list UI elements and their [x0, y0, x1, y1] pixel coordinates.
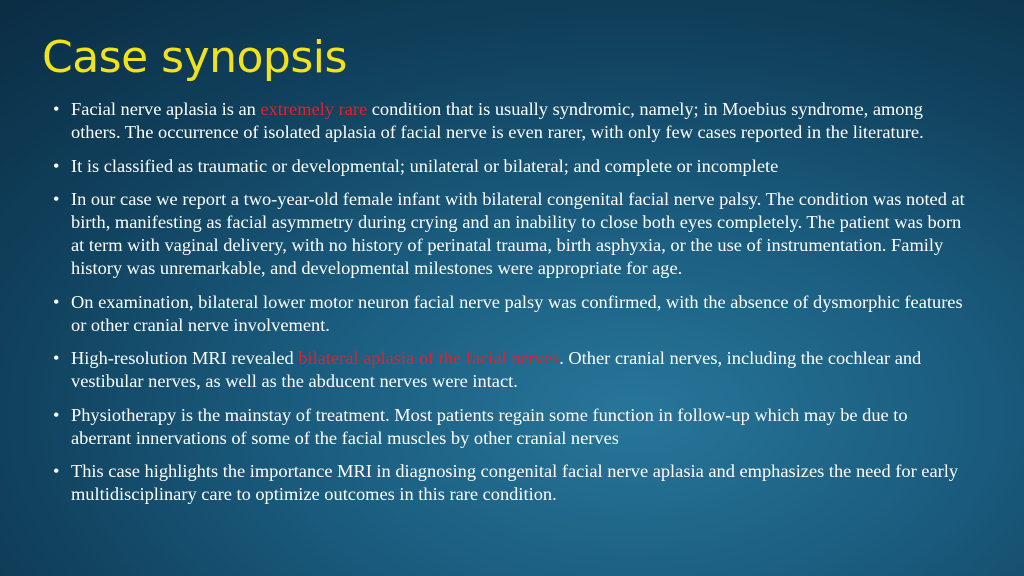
bullet-text-cont: condition that is usually syndromic, namely; in Moebius syndrome, among others. The occurrence of isolated aplasia of facial nerve is even rarer, with only few cases reported in the literature.	[71, 99, 924, 142]
highlight-text: bilateral aplasia of the facial nerves	[298, 348, 560, 368]
bullet-item	[50, 404, 970, 450]
highlight-text: extremely rare	[260, 99, 368, 119]
bullet-item	[50, 98, 970, 144]
bullet-dot-icon: •	[53, 461, 60, 481]
bullet-dot-icon: •	[53, 99, 60, 119]
bullet-text: It is classified as traumatic or developmental; unilateral or bilateral; and complete or incomplete	[71, 155, 779, 176]
bullet-text: Facial nerve aplasia is an	[71, 99, 261, 119]
bullet-text: Physiotherapy is the mainstay of treatment. Most patients regain some function in follow-up which may be due to aberrant innervations of some of the facial muscles by other cranial nerves	[71, 404, 908, 448]
bullet-text: High-resolution MRI revealed	[71, 348, 299, 368]
bullet-text: On examination, bilateral lower motor neuron facial nerve palsy was confirmed, with the absence of dysmorphic features or other cranial nerve involvement.	[71, 291, 963, 335]
bullet-text-cont: . Other cranial nerves, including the cochlear and vestibular nerves, as well as the abducent nerves were intact.	[71, 348, 922, 391]
bullet-dot-icon: •	[53, 348, 60, 368]
bullet-dot-icon: •	[53, 404, 60, 425]
bullet-item	[50, 188, 970, 280]
bullet-text: This case highlights the importance MRI in diagnosing congenital facial nerve aplasia and emphasizes the need for early multidisciplinary care to optimize outcomes in this rare condition.	[71, 461, 959, 504]
bullet-item	[50, 155, 970, 178]
bullet-dot-icon: •	[53, 189, 60, 209]
bullet-item	[50, 291, 970, 337]
bullet-text: In our case we report a two-year-old female infant with bilateral congenital facial nerve palsy. The condition was noted at birth, manifesting as facial asymmetry during crying and an inability to close both eyes completely. The patient was born at term with vaginal delivery, with no history of perinatal trauma, birth asphyxia, or the use of instrumentation. Family history was unremarkable, and developmental milestones were appropriate for age.	[71, 189, 965, 278]
bullet-dot-icon: •	[53, 291, 60, 312]
bullet-list	[50, 98, 970, 517]
bullet-dot-icon: •	[53, 155, 60, 176]
bullet-item	[50, 347, 970, 393]
bullet-item	[50, 460, 970, 506]
slide-title: Case synopsis	[42, 32, 347, 83]
